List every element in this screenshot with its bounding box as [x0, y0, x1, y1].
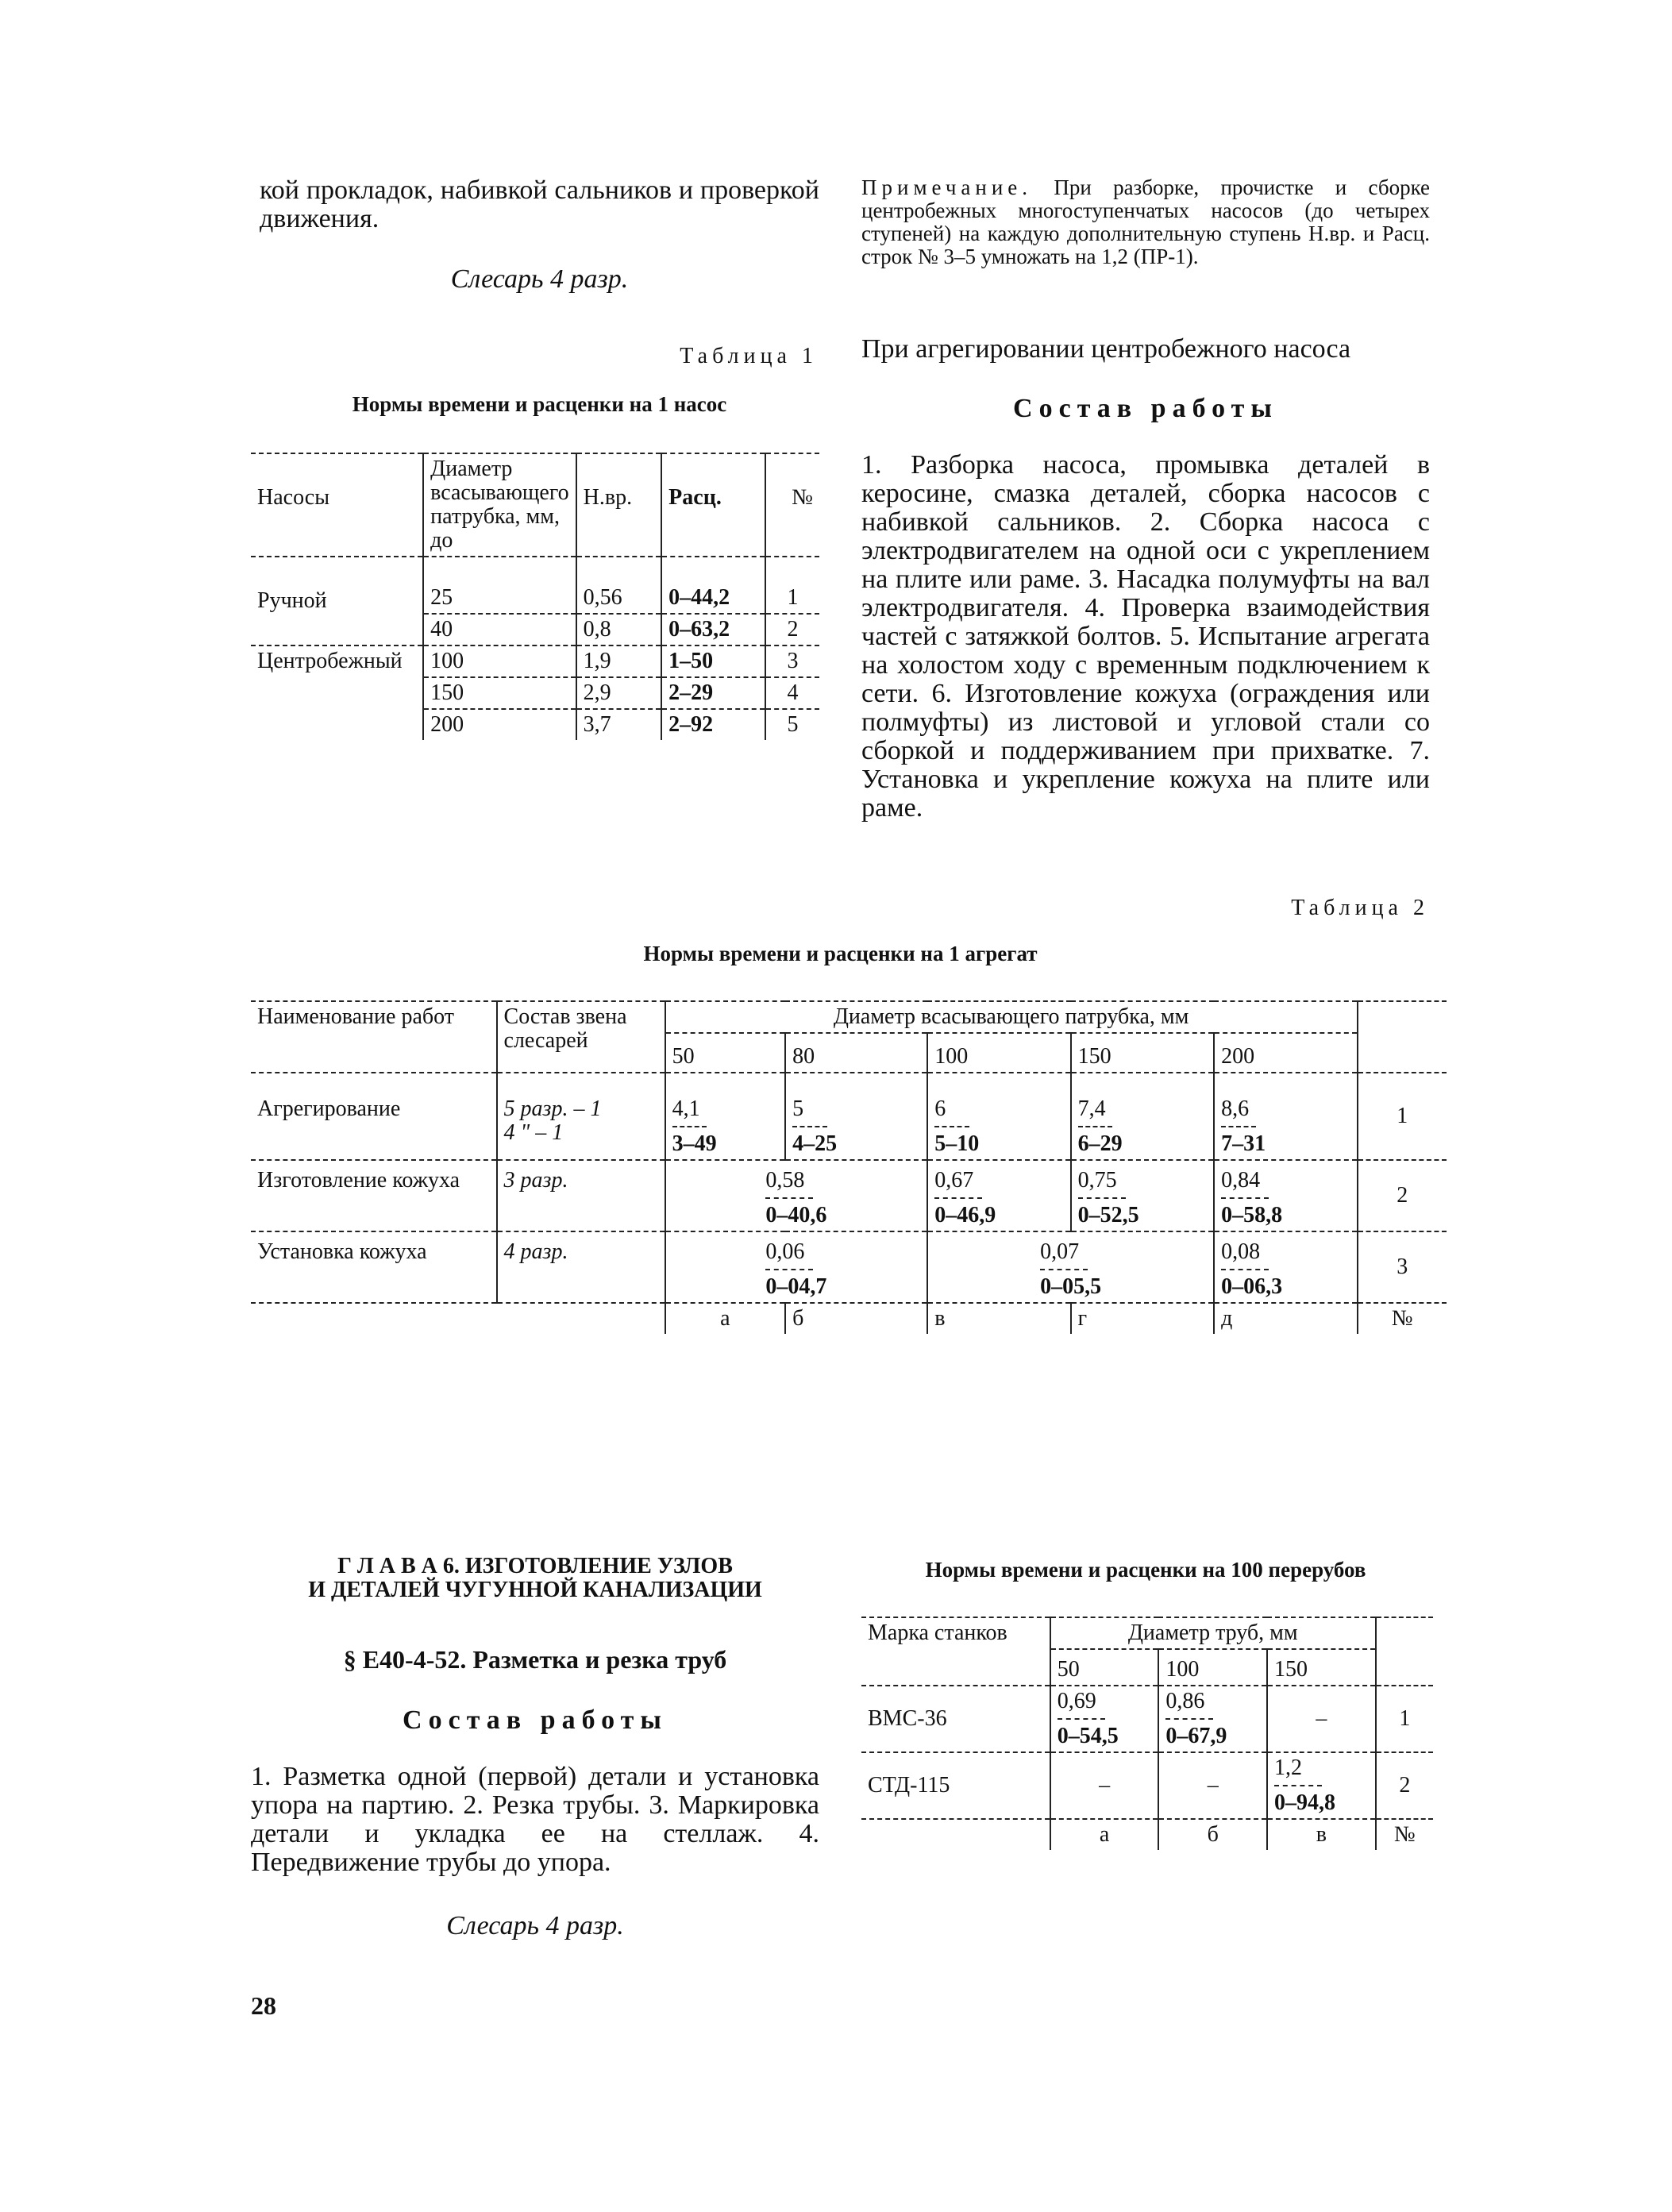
work-description: 1. Разметка одной (первой) детали и установка упора на партию. 2. Резка трубы. 3. Маркировка детали и укладка ее на стеллаж. 4. Передвижение трубы до упора. — [251, 1762, 819, 1877]
column-letter: а — [665, 1303, 785, 1334]
row3-name: Установка кожуха — [257, 1239, 427, 1264]
header-d100: 100 — [1158, 1649, 1267, 1686]
table-cell: – — [1158, 1752, 1267, 1819]
continuation-paragraph: кой прокладок, набивкой сальников и проверкой движения. — [260, 175, 819, 233]
table-cell: $\frac{0,06}{0-04,7}$ — [665, 1231, 928, 1303]
group-centrifugal: Центробежный — [257, 649, 403, 673]
header-pumps: Насосы — [257, 485, 330, 510]
column-letter: в — [927, 1303, 1070, 1334]
row-number: 3 — [1358, 1231, 1447, 1303]
table-cell: $\frac{0,08}{0-06,3}$ — [1214, 1231, 1357, 1303]
header-empty — [1376, 1617, 1433, 1686]
row3-crew: 4 разр. — [497, 1231, 665, 1303]
header-diameter: Диаметр труб, мм — [1050, 1617, 1376, 1649]
section-heading: При агрегировании центробежного насоса — [861, 334, 1351, 364]
table-cell: 1–50 — [661, 645, 765, 677]
table-cell: 2–29 — [661, 677, 765, 709]
table-cell: $\frac{0,75}{0-52,5}$ — [1071, 1160, 1214, 1231]
header-diameter: Диаметр всасывающего патрубка, мм — [665, 1001, 1358, 1033]
group-manual: Ручной — [257, 588, 327, 613]
row-number: 1 — [1376, 1686, 1433, 1752]
table-cell: 3 — [765, 645, 819, 677]
row2-name: СТД-115 — [868, 1773, 950, 1798]
header-d100: 100 — [927, 1033, 1070, 1073]
row-number: 1 — [1358, 1073, 1447, 1160]
row1-name: Агрегирование — [257, 1096, 401, 1121]
table1-title: Нормы времени и расценки на 1 насос — [352, 392, 727, 416]
table-cell: 2 — [765, 614, 819, 645]
table3 — [861, 1617, 1433, 1850]
page-number: 28 — [251, 1991, 276, 2020]
row1-crew-line: 4 " – 1 — [503, 1120, 564, 1145]
header-rasc: Расц. — [661, 453, 765, 557]
row1-name: ВМС-36 — [868, 1706, 947, 1731]
table-cell: 200 — [423, 709, 576, 740]
header-d150: 150 — [1071, 1033, 1214, 1073]
header-num: № — [765, 453, 819, 557]
header-d200: 200 — [1214, 1033, 1357, 1073]
table-cell: $\frac{0,69}{0-54,5}$ — [1050, 1686, 1159, 1752]
table-cell: – — [1267, 1686, 1376, 1752]
row-number: 2 — [1358, 1160, 1447, 1231]
worker-grade: Слесарь 4 разр. — [446, 1911, 624, 1940]
section-title: § Е40-4-52. Разметка и резка труб — [343, 1645, 727, 1674]
table-cell: 1,9 — [576, 645, 662, 677]
note — [861, 176, 1430, 268]
header-d80: 80 — [785, 1033, 927, 1073]
header-diameter: Диаметр всасывающего патрубка, мм, до — [423, 453, 576, 557]
table-cell: $\frac{0,67}{0-46,9}$ — [927, 1160, 1070, 1231]
header-d50: 50 — [665, 1033, 785, 1073]
table-cell: 0,8 — [576, 614, 662, 645]
work-description: 1. Разборка насоса, промывка деталей в керосине, смазка деталей, сборка насосов с набивкой сальников. 2. Сборка насоса с электродвигателем на одной оси с укреплением на плите или раме. 3. Насадка полумуфты на вал электродвигателя. 4. Проверка взаимодействия частей с затяжкой болтов. 5. Испытание агрегата на холостом ходу с временным подключением к сети. 6. Изготовление кожуха (ограждения или полмуфты) из листовой и угловой стали со сборкой и поддерживанием при прихватке. 7. Установка и укрепление кожуха на плите или раме. — [861, 450, 1430, 823]
footer-empty — [251, 1303, 497, 1334]
table-cell: – — [1050, 1752, 1159, 1819]
row1-crew — [497, 1073, 665, 1160]
table-cell: $\frac{0,86}{0-67,9}$ — [1158, 1686, 1267, 1752]
table-cell: 5 — [765, 709, 819, 740]
table1 — [251, 453, 819, 740]
table1-label: Таблица 1 — [680, 344, 818, 368]
row1-crew-line: 5 разр. – 1 — [503, 1096, 602, 1121]
chapter-title-line: И ДЕТАЛЕЙ ЧУГУННОЙ КАНАЛИЗАЦИИ — [308, 1578, 762, 1602]
table-cell: 25 — [423, 557, 576, 614]
header-d150: 150 — [1267, 1649, 1376, 1686]
table-cell: 2–92 — [661, 709, 765, 740]
table-cell: $\frac{0,07}{0-05,5}$ — [927, 1231, 1214, 1303]
table2 — [251, 1000, 1447, 1334]
column-letter: д — [1214, 1303, 1357, 1334]
row2-crew: 3 разр. — [497, 1160, 665, 1231]
table-cell: 40 — [423, 614, 576, 645]
table-cell: 100 — [423, 645, 576, 677]
column-letter: г — [1071, 1303, 1214, 1334]
note-text: При разборке, прочистке и сборке центробежных многоступенчатых насосов (до четырех ступеней) на каждую дополнительную ступень Н.вр. и Расц. строк № 3–5 умножать на 1,2 (ПР-1). — [861, 175, 1431, 268]
table-cell: $\frac{0,58}{0-40,6}$ — [665, 1160, 928, 1231]
table-cell: $\frac{0,84}{0-58,8}$ — [1214, 1160, 1357, 1231]
column-letter: № — [1376, 1819, 1433, 1850]
table-cell: 1 — [765, 557, 819, 614]
table-cell: $\frac{1,2}{0-94,8}$ — [1267, 1752, 1376, 1819]
table-cell: 0–63,2 — [661, 614, 765, 645]
table-cell: 3,7 — [576, 709, 662, 740]
header-crew: Состав звена слесарей — [497, 1001, 665, 1073]
column-letter: № — [1358, 1303, 1447, 1334]
row-number: 2 — [1376, 1752, 1433, 1819]
chapter-title-line: Г Л А В А 6. ИЗГОТОВЛЕНИЕ УЗЛОВ — [337, 1554, 733, 1578]
table2-label: Таблица 2 — [1291, 896, 1429, 920]
header-d50: 50 — [1050, 1649, 1159, 1686]
table-cell: $\frac{8,6}{7-31}$ — [1214, 1073, 1357, 1160]
table2-title: Нормы времени и расценки на 1 агрегат — [643, 942, 1038, 965]
worker-grade: Слесарь 4 разр. — [450, 264, 629, 294]
table-cell: $\frac{5}{4-25}$ — [785, 1073, 927, 1160]
footer-empty — [497, 1303, 665, 1334]
header-empty — [1358, 1001, 1447, 1073]
table-cell: 150 — [423, 677, 576, 709]
header-brand: Марка станков — [861, 1617, 1050, 1686]
table-cell: 2,9 — [576, 677, 662, 709]
table3-title: Нормы времени и расценки на 100 перерубов — [925, 1558, 1366, 1582]
row2-name: Изготовление кожуха — [257, 1168, 460, 1193]
table-cell: $\frac{7,4}{6-29}$ — [1071, 1073, 1214, 1160]
table-cell: $\frac{4,1}{3-49}$ — [665, 1073, 785, 1160]
header-name: Наименование работ — [251, 1001, 497, 1073]
column-letter: б — [785, 1303, 927, 1334]
note-label: Примечание. — [861, 175, 1033, 199]
header-nvr: Н.вр. — [576, 453, 662, 557]
table-cell: 0,56 — [576, 557, 662, 614]
footer-empty — [861, 1819, 1050, 1850]
table-cell: 4 — [765, 677, 819, 709]
table-cell: 0–44,2 — [661, 557, 765, 614]
column-letter: в — [1267, 1819, 1376, 1850]
sostav-heading: Состав работы — [403, 1705, 668, 1735]
sostav-heading: Состав работы — [1013, 394, 1278, 423]
column-letter: б — [1158, 1819, 1267, 1850]
table-cell: $\frac{6}{5-10}$ — [927, 1073, 1070, 1160]
column-letter: а — [1050, 1819, 1159, 1850]
